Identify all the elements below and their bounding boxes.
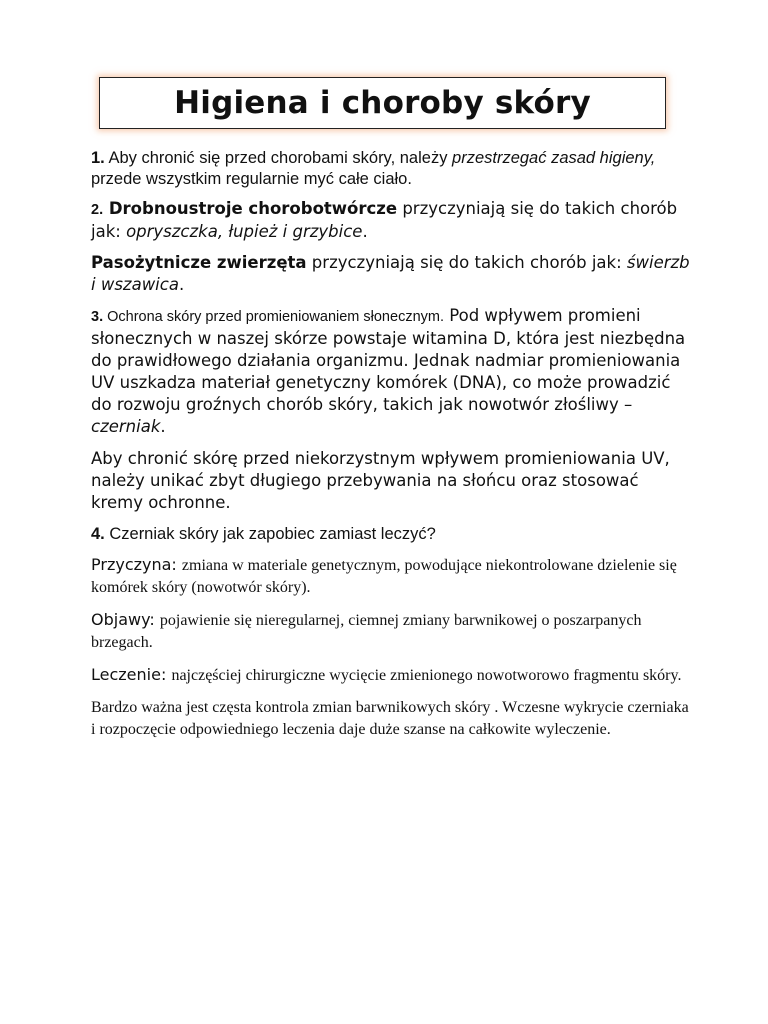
- treatment-label: Leczenie: [91, 665, 161, 684]
- paragraph-2-number: 2.: [91, 202, 104, 218]
- treatment-text: najczęściej chirurgiczne wycięcie zmienionego nowotworowo fragmentu skóry.: [171, 667, 682, 684]
- paragraph-3: [91, 252, 691, 296]
- paragraph-6: [91, 524, 691, 545]
- paragraph-1-text: Aby chronić się przed chorobami skóry, należy: [104, 149, 453, 167]
- paragraph-treatment: [91, 664, 691, 687]
- symptoms-text: pojawienie się nieregularnej, ciemnej zmiany barwnikowej o poszarpanych brzegach.: [91, 612, 642, 651]
- paragraph-3-section: [91, 305, 691, 438]
- paragraph-4-number: 3.: [91, 309, 104, 325]
- page-title: Higiena i choroby skóry: [174, 85, 591, 121]
- paragraph-5: Aby chronić skórę przed niekorzystnym wpływem promieniowania UV, należy unikać zbyt długiego przebywania na słońcu oraz stosować kremy ochronne.: [91, 449, 670, 512]
- paragraph-symptoms: [91, 609, 691, 654]
- treatment-colon: :: [160, 665, 172, 684]
- paragraph-summary: Bardzo ważna jest częsta kontrola zmian barwnikowych skóry . Wczesne wykrycie czerniaka i rozpoczęcie odpowiedniego leczenia daje duże szanse na całkowite wyleczenie.: [91, 699, 689, 738]
- paragraph-cause: [91, 554, 691, 599]
- paragraph-4-text-end: .: [160, 417, 166, 436]
- symptoms-colon: :: [149, 610, 160, 629]
- cause-text: zmiana w materiale genetycznym, powodujące niekontrolowane dzielenie się komórek skóry (nowotwór skóry).: [91, 557, 677, 596]
- paragraph-4-emphasis: czerniak: [91, 417, 161, 436]
- paragraph-6-text: Czerniak skóry jak zapobiec zamiast leczyć?: [104, 525, 436, 543]
- paragraph-3-bold: Pasożytnicze zwierzęta: [91, 253, 307, 272]
- paragraph-4-text: Pod wpływem promieni słonecznych w naszej skórze powstaje witamina D, która jest niezbędna do prawidłowego działania organizmu. Jednak nadmiar promieniowania UV uszkadza materiał genetyczny komórek (DNA), co może prowadzić do rozwoju groźnych chorób skóry, takich jak nowotwór złośliwy –: [91, 306, 686, 414]
- paragraph-3-emphasis: świerzb i wszawica: [91, 253, 690, 294]
- document-content: [91, 148, 691, 741]
- paragraph-2-text-end: .: [362, 222, 368, 241]
- paragraph-1: [91, 148, 691, 190]
- paragraph-2-text: przyczyniają się do takich chorób jak:: [91, 199, 678, 241]
- cause-colon: :: [171, 555, 182, 574]
- cause-label: Przyczyna: [91, 555, 172, 574]
- paragraph-2: [91, 198, 691, 243]
- paragraph-4-heading: Ochrona skóry przed promieniowaniem słonecznym.: [103, 309, 444, 325]
- paragraph-1-text-end: przede wszystkim regularnie myć całe ciało.: [91, 170, 412, 188]
- paragraph-2-bold: Drobnoustroje chorobotwórcze: [103, 199, 398, 218]
- paragraph-1-emphasis: przestrzegać zasad higieny,: [452, 149, 656, 167]
- symptoms-label: Objawy: [91, 610, 150, 629]
- paragraph-3-text-end: .: [178, 275, 185, 294]
- paragraph-2-emphasis: opryszczka, łupież i grzybice: [126, 222, 363, 241]
- paragraph-6-number: 4.: [91, 525, 105, 543]
- paragraph-3-text: przyczyniają się do takich chorób jak:: [306, 253, 627, 272]
- paragraph-1-number: 1.: [91, 149, 105, 167]
- title-box: [99, 77, 666, 129]
